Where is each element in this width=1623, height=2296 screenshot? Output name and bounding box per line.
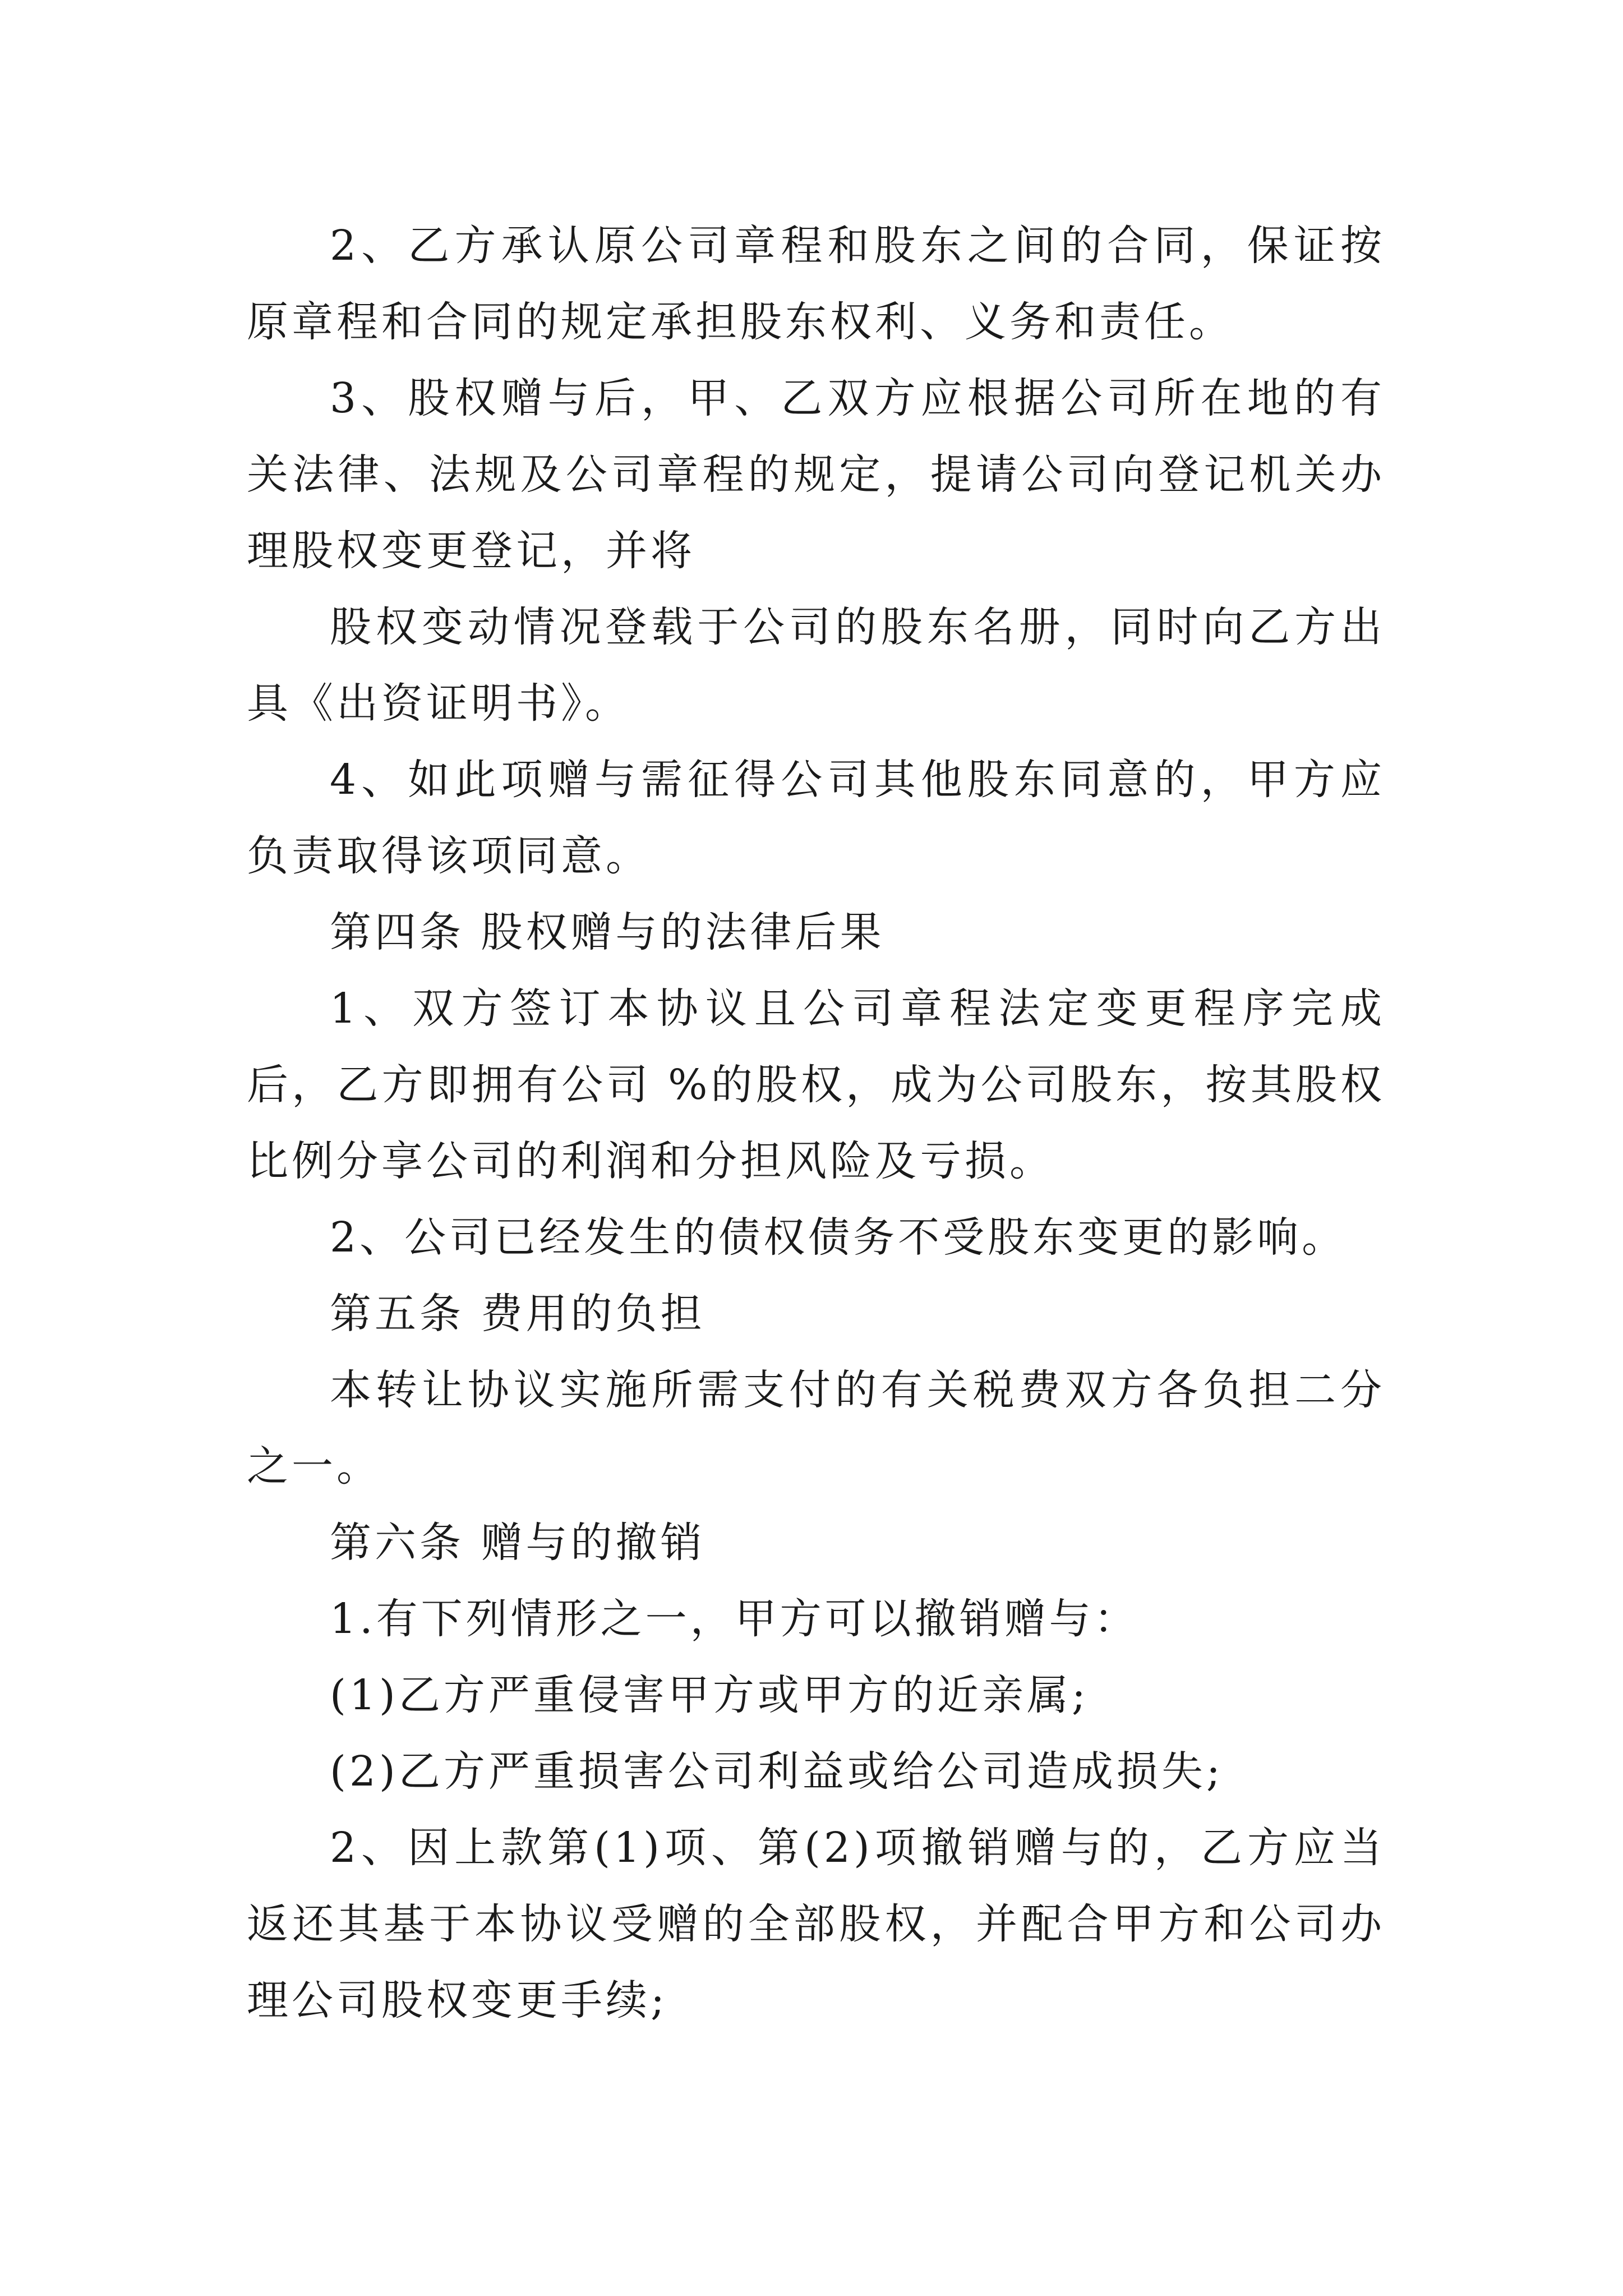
paragraph-article-6-subitem-1: (1)乙方严重侵害甲方或甲方的近亲属; — [330, 1671, 1089, 1719]
paragraph-shareholder-register: 股权变动情况登载于公司的股东名册，同时向乙方出具《出资证明书》。 — [247, 603, 1385, 728]
heading-article-4: 第四条 股权赠与的法律后果 — [330, 908, 885, 956]
paragraph-article-6-item-1: 1.有下列情形之一，甲方可以撤销赠与： — [330, 1595, 1139, 1643]
paragraph-article-4-item-1: 1、双方签订本协议且公司章程法定变更程序完成后，乙方即拥有公司 %的股权，成为公司股东，按其股权比例分享公司的利润和分担风险及亏损。 — [247, 984, 1385, 1185]
paragraph-clause-4-consent: 4、如此项赠与需征得公司其他股东同意的，甲方应负责取得该项同意。 — [247, 756, 1385, 880]
paragraph-article-6-item-2: 2、因上款第(1)项、第(2)项撤销赠与的，乙方应当返还其基于本协议受赠的全部股权，并配合甲方和公司办理公司股权变更手续; — [247, 1824, 1385, 2024]
paragraph-article-6-subitem-2: (2)乙方严重损害公司利益或给公司造成损失; — [330, 1747, 1224, 1796]
paragraph-article-4-item-2: 2、公司已经发生的债权债务不受股东变更的影响。 — [330, 1213, 1347, 1262]
paragraph-clause-3-registration: 3、股权赠与后，甲、乙双方应根据公司所在地的有关法律、法规及公司章程的规定，提请公司向登记机关办理股权变更登记，并将 — [247, 374, 1385, 575]
heading-article-6: 第六条 赠与的撤销 — [330, 1519, 706, 1567]
document-body — [247, 208, 1385, 2039]
heading-article-5: 第五条 费用的负担 — [330, 1290, 706, 1338]
paragraph-clause-2-acknowledge: 2、乙方承认原公司章程和股东之间的合同，保证按原章程和合同的规定承担股东权利、义务和责任。 — [247, 222, 1385, 346]
paragraph-article-5-fees: 本转让协议实施所需支付的有关税费双方各负担二分之一。 — [247, 1366, 1385, 1490]
